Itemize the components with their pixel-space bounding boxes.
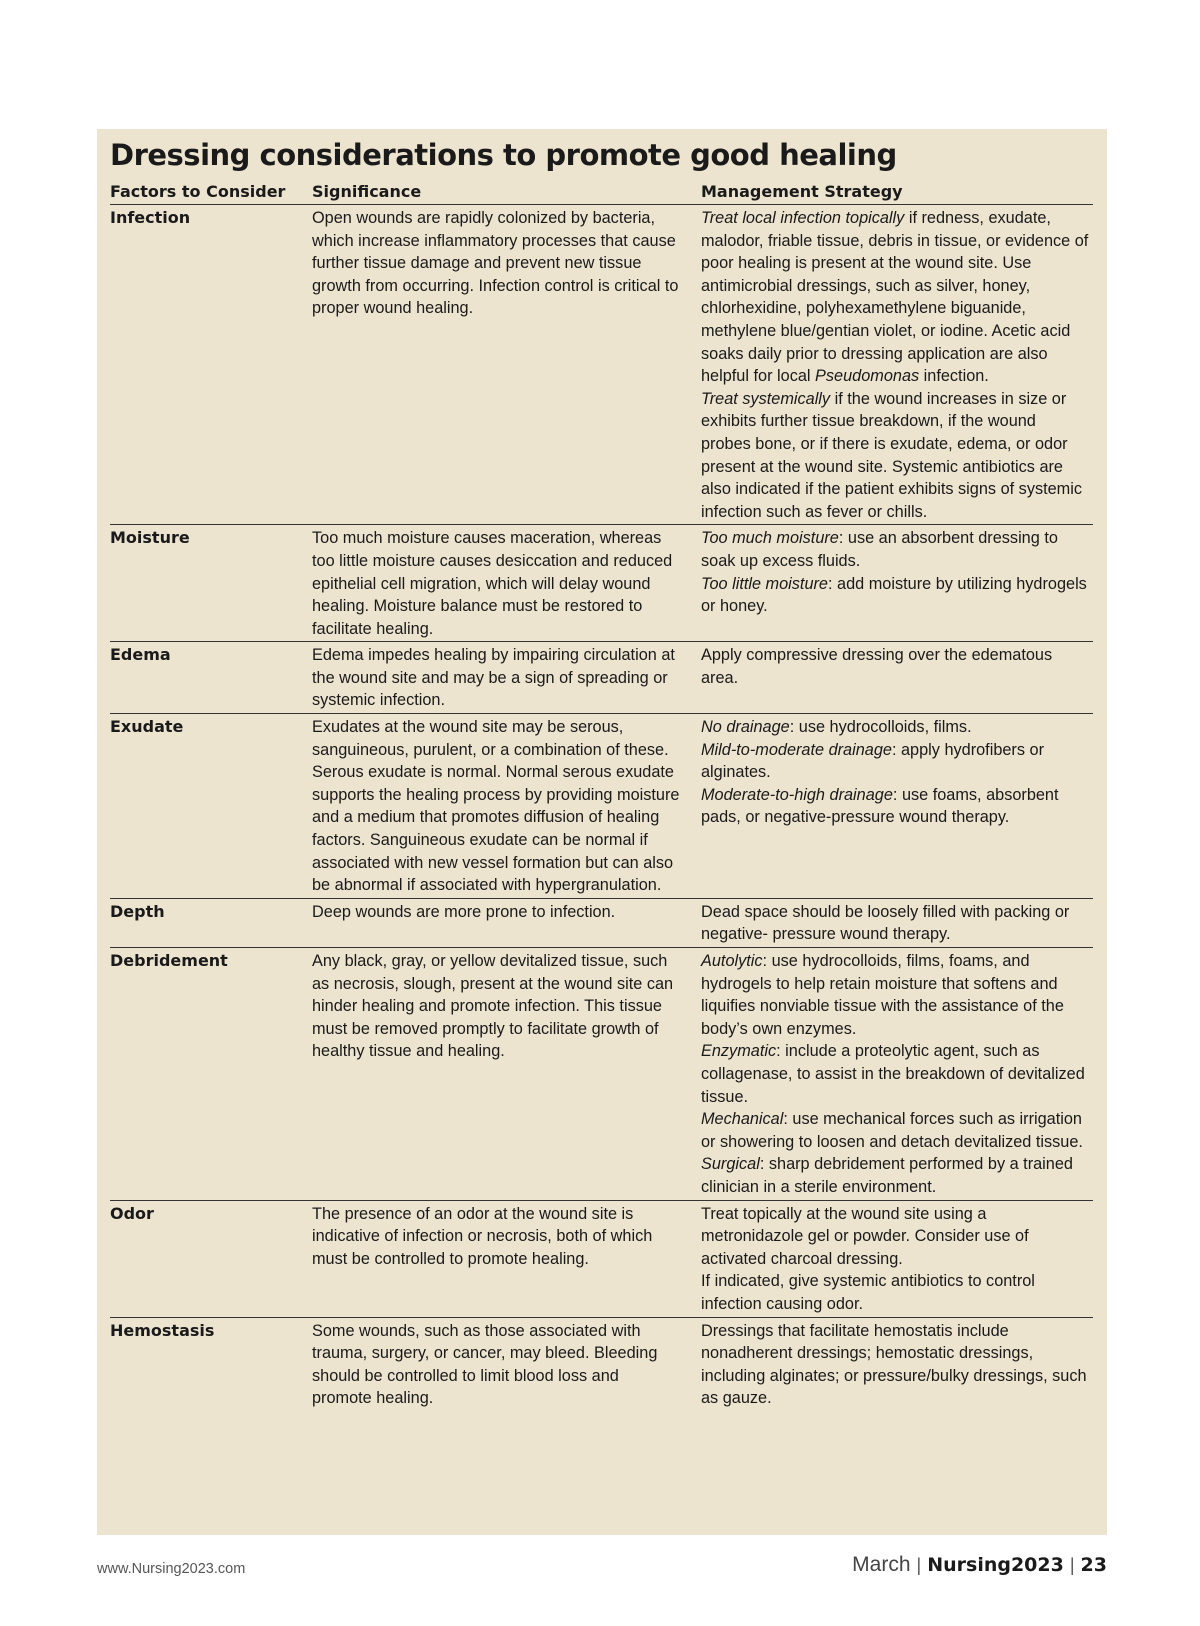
management-cell bbox=[701, 205, 1093, 525]
management-strategy bbox=[701, 784, 1089, 829]
management-strategy bbox=[701, 901, 1089, 946]
strategy-lead: Mechanical bbox=[701, 1110, 784, 1129]
strategy-lead: Too much moisture bbox=[701, 529, 839, 548]
significance-cell: Too much moisture causes maceration, whereas too little moisture causes desiccation and reduced epithelial cell migration, which will delay wound healing. Moisture balance must be restored to facilitate healing. bbox=[312, 525, 701, 642]
table-title: Dressing considerations to promote good healing bbox=[110, 138, 897, 172]
management-strategy bbox=[701, 573, 1089, 618]
significance-cell: Edema impedes healing by impairing circulation at the wound site and may be a sign of spreading or systemic infection. bbox=[312, 642, 701, 714]
table-row bbox=[110, 1317, 1093, 1411]
strategy-lead: Enzymatic bbox=[701, 1042, 777, 1061]
factor-cell: Depth bbox=[110, 898, 312, 947]
management-cell bbox=[701, 714, 1093, 899]
strategy-text: : use hydrocolloids, films, foams, and hydrogels to help retain moisture that softens and liquifies nonviable tissue with the assistance of the body’s own enzymes. bbox=[701, 952, 1064, 1038]
factor-cell: Exudate bbox=[110, 714, 312, 899]
factor-cell: Moisture bbox=[110, 525, 312, 642]
strategy-text: Treat topically at the wound site using a metronidazole gel or powder. Consider use of activated charcoal dressing. bbox=[701, 1204, 1029, 1268]
significance-cell: Deep wounds are more prone to infection. bbox=[312, 898, 701, 947]
strategy-text: if the wound increases in size or exhibits further tissue breakdown, if the wound probes bone, or if there is exudate, edema, or odor present at the wound site. Systemic antibiotics are also indicated if the patient exhibits signs of systemic infection such as fever or chills. bbox=[701, 389, 1082, 521]
factor-cell: Hemostasis bbox=[110, 1320, 215, 1340]
significance-cell: The presence of an odor at the wound site is indicative of infection or necrosis, both of which must be controlled to promote healing. bbox=[312, 1200, 701, 1317]
management-cell bbox=[701, 642, 1093, 714]
management-strategy bbox=[701, 644, 1089, 689]
strategy-lead: Mild-to-moderate drainage bbox=[701, 740, 892, 759]
strategy-lead: No drainage bbox=[701, 718, 790, 737]
management-cell bbox=[701, 525, 1093, 642]
strategy-text: : include a proteolytic agent, such as collagenase, to assist in the breakdown of devitalized tissue. bbox=[701, 1042, 1085, 1106]
management-cell bbox=[701, 948, 1093, 1201]
management-strategy bbox=[701, 1153, 1089, 1198]
footer-separator: | bbox=[1069, 1555, 1075, 1575]
strategy-emphasis: Treat local infection topically bbox=[701, 209, 905, 227]
strategy-lead: Moderate-to-high drainage bbox=[701, 785, 893, 804]
strategy-text: Apply compressive dressing over the edematous area. bbox=[701, 646, 1053, 687]
strategy-text: : apply hydrofibers or alginates. bbox=[701, 740, 1044, 782]
column-header-factors: Factors to Consider bbox=[110, 182, 312, 205]
management-cell bbox=[701, 1200, 1093, 1317]
management-strategy bbox=[701, 1040, 1089, 1108]
strategy-text: if redness, exudate, malodor, friable tissue, debris in tissue, or evidence of poor healing is present at the wound site. Use antimicrobial dressings, such as silver, honey, chlorhexidine, polyhexamethylene biguanide, methylene blue/gentian violet, or iodine. Acetic acid soaks daily prior to dressing application are also helpful for local bbox=[701, 209, 1089, 386]
considerations-table bbox=[110, 182, 1093, 1411]
factor-cell: Infection bbox=[110, 205, 312, 525]
footer-folio bbox=[852, 1553, 1107, 1577]
table-row bbox=[110, 948, 1093, 1201]
strategy-text: Dead space should be loosely filled with packing or negative- pressure wound therapy. bbox=[701, 902, 1070, 944]
significance-cell: Any black, gray, or yellow devitalized tissue, such as necrosis, slough, present at the wound site can hinder healing and promote infection. This tissue must be removed promptly to facilitate growth of healthy tissue and healing. bbox=[312, 948, 701, 1201]
management-strategy bbox=[701, 388, 1089, 524]
significance-cell: Exudates at the wound site may be serous, sanguineous, purulent, or a combination of these. Serous exudate is normal. Normal serous exudate supports the healing process by providing moisture and a medium that promotes diffusion of healing factors. Sanguineous exudate can be normal if associated with new vessel formation but can also be abnormal if associated with hypergranulation. bbox=[312, 714, 701, 899]
strategy-text: Dressings that facilitate hemostatis include nonadherent dressings; hemostatic dressings, including alginates; or pressure/bulky dressings, such as gauze. bbox=[701, 1321, 1087, 1408]
table-row bbox=[110, 714, 1093, 899]
table-row bbox=[110, 205, 1093, 525]
strategy-emphasis: Treat systemically bbox=[701, 389, 831, 408]
factor-cell: Odor bbox=[110, 1200, 312, 1317]
management-strategy bbox=[701, 1320, 1089, 1410]
strategy-text: : use mechanical forces such as irrigation or showering to loosen and detach devitalized tissue. bbox=[701, 1110, 1083, 1151]
management-strategy bbox=[701, 527, 1089, 572]
factor-cell: Debridement bbox=[110, 948, 312, 1201]
table-row bbox=[110, 642, 1093, 714]
management-strategy bbox=[701, 207, 1089, 388]
factor-cell: Edema bbox=[110, 642, 312, 714]
strategy-text: infection. bbox=[919, 367, 989, 386]
management-strategy bbox=[701, 1270, 1089, 1315]
strategy-text: : add moisture by utilizing hydrogels or honey. bbox=[701, 574, 1087, 616]
table-row bbox=[110, 898, 1093, 947]
management-strategy bbox=[701, 739, 1089, 784]
table-row bbox=[110, 1200, 1093, 1317]
strategy-text: : use hydrocolloids, films. bbox=[789, 718, 972, 737]
strategy-lead: Autolytic bbox=[701, 952, 763, 970]
strategy-lead: Too little moisture bbox=[701, 574, 828, 593]
table-row bbox=[110, 525, 1093, 642]
footer-page-number: 23 bbox=[1080, 1554, 1107, 1576]
management-cell bbox=[701, 898, 1093, 947]
strategy-text: If indicated, give systemic antibiotics to control infection causing odor. bbox=[701, 1272, 1035, 1313]
table-panel bbox=[97, 129, 1107, 1535]
significance-cell: Some wounds, such as those associated with trauma, surgery, or cancer, may bleed. Bleeding should be controlled to limit blood loss and promote healing. bbox=[312, 1321, 658, 1408]
significance-cell: Open wounds are rapidly colonized by bacteria, which increase inflammatory processes that cause further tissue damage and prevent new tissue growth from occurring. Infection control is critical to proper wound healing. bbox=[312, 205, 701, 525]
footer-magazine: Nursing2023 bbox=[927, 1554, 1064, 1576]
strategy-text: : use an absorbent dressing to soak up excess fluids. bbox=[701, 529, 1058, 570]
management-cell bbox=[701, 1317, 1093, 1411]
management-strategy bbox=[701, 716, 1089, 739]
management-strategy bbox=[701, 1108, 1089, 1153]
header-row bbox=[110, 182, 1093, 205]
management-strategy bbox=[701, 950, 1089, 1040]
column-header-significance: Significance bbox=[312, 182, 701, 205]
strategy-text: : sharp debridement performed by a trained clinician in a sterile environment. bbox=[701, 1155, 1073, 1196]
footer-separator: | bbox=[916, 1555, 922, 1575]
strategy-lead: Surgical bbox=[701, 1155, 760, 1174]
table-body bbox=[110, 205, 1093, 1411]
footer-url: www.Nursing2023.com bbox=[97, 1561, 246, 1577]
strategy-text: : use foams, absorbent pads, or negative-pressure wound therapy. bbox=[701, 785, 1059, 827]
management-strategy bbox=[701, 1203, 1089, 1271]
column-header-management: Management Strategy bbox=[701, 182, 1093, 205]
strategy-emphasis: Pseudomonas bbox=[815, 367, 920, 386]
footer-month: March bbox=[852, 1553, 911, 1576]
